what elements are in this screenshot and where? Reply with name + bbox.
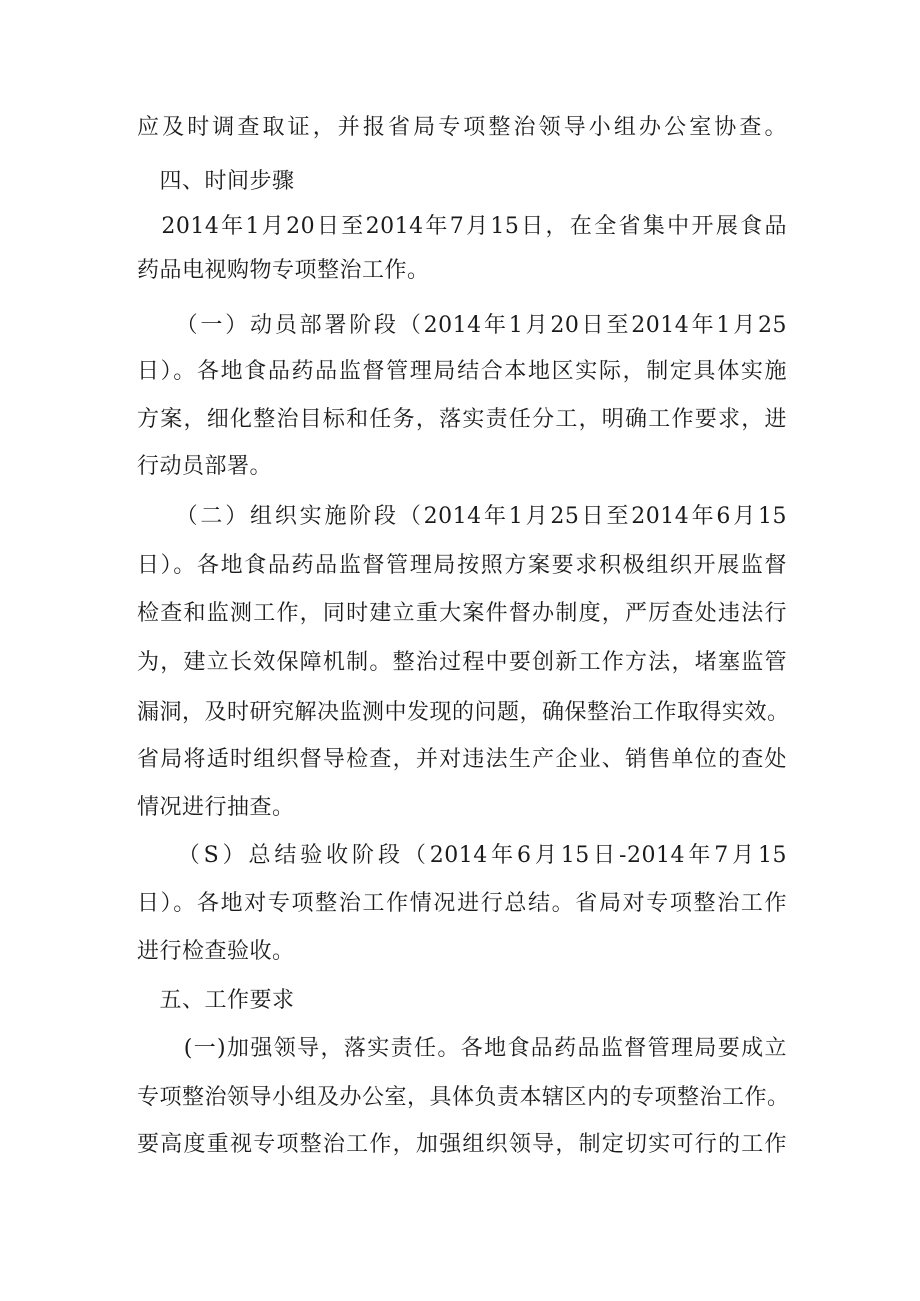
text-line: 情况进行抽查。 bbox=[137, 795, 295, 820]
text-line: （一）动员部署阶段（2014年1月20日至2014年1月25 bbox=[137, 313, 787, 338]
text-line: 漏洞，及时研究解决监测中发现的问题，确保整治工作取得实效。 bbox=[137, 700, 790, 725]
section-heading: 五、工作要求 bbox=[137, 988, 295, 1013]
text-line: 日）。各地对专项整治工作情况进行总结。省局对专项整治工作 bbox=[137, 891, 787, 916]
text-line: 进行检查验收。 bbox=[137, 939, 295, 964]
text-line: 2014年1月20日至2014年7月15日，在全省集中开展食品 bbox=[137, 214, 787, 239]
text-line: (一)加强领导，落实责任。各地食品药品监督管理局要成立 bbox=[137, 1036, 787, 1061]
text-line: 专项整治领导小组及办公室，具体负责本辖区内的专项整治工作。 bbox=[137, 1085, 790, 1110]
text-line: （二）组织实施阶段（2014年1月25日至2014年6月15 bbox=[137, 504, 787, 529]
text-line: 检查和监测工作，同时建立重大案件督办制度，严厉查处违法行 bbox=[137, 601, 787, 626]
text-line: 方案，细化整治目标和任务，落实责任分工，明确工作要求，进 bbox=[137, 407, 787, 432]
text-line: 省局将适时组织督导检查，并对违法生产企业、销售单位的查处 bbox=[137, 747, 787, 772]
text-line: （S）总结验收阶段（2014年6月15日-2014年7月15 bbox=[137, 843, 787, 868]
text-line: 日）。各地食品药品监督管理局按照方案要求积极组织开展监督 bbox=[137, 553, 787, 578]
text-line: 要高度重视专项整治工作，加强组织领导，制定切实可行的工作 bbox=[137, 1132, 787, 1157]
text-line: 应及时调查取证，并报省局专项整治领导小组办公室协查。 bbox=[137, 115, 787, 140]
text-line: 日）。各地食品药品监督管理局结合本地区实际，制定具体实施 bbox=[137, 359, 787, 384]
text-line: 行动员部署。 bbox=[137, 454, 273, 479]
text-line: 药品电视购物专项整治工作。 bbox=[137, 258, 430, 283]
section-heading: 四、时间步骤 bbox=[137, 169, 295, 194]
text-line: 为，建立长效保障机制。整治过程中要创新工作方法，堵塞监管 bbox=[137, 650, 787, 675]
